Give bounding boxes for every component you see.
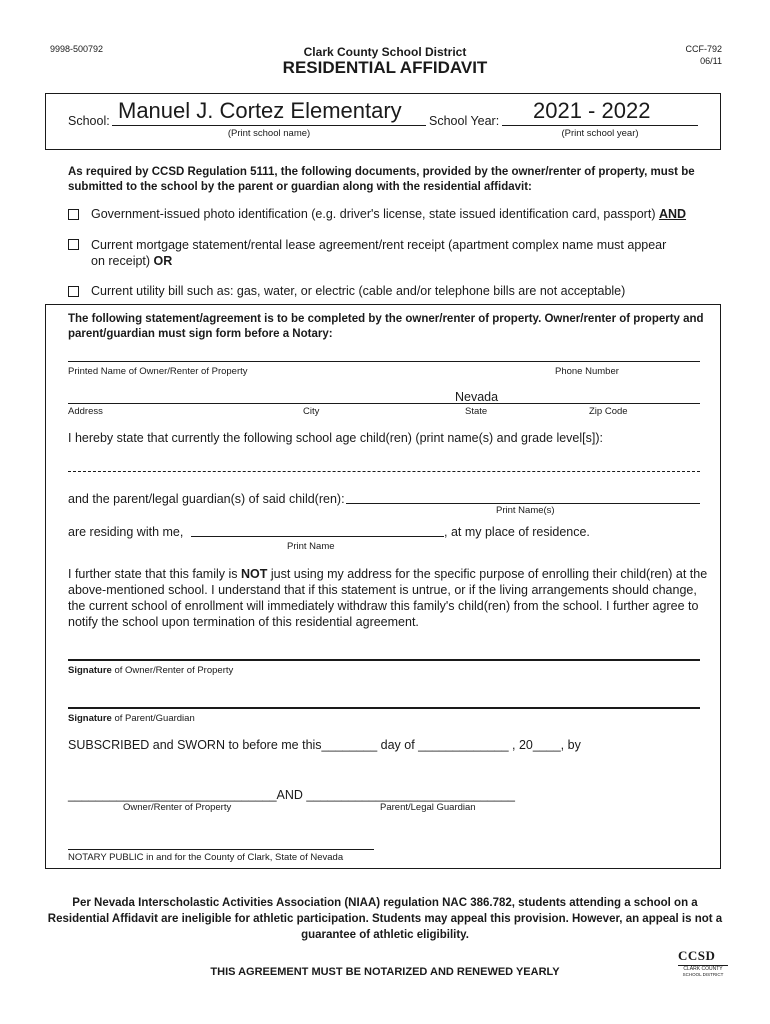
sworn-statement[interactable]: SUBSCRIBED and SWORN to before me this________ day of _____________ , 20____, by (68, 738, 581, 752)
form-code: 9998-500792 (50, 44, 104, 54)
owner-signature-line[interactable] (68, 659, 700, 661)
owner-signature-caption: Signature of Owner/Renter of Property (68, 665, 234, 676)
resident-name-line[interactable] (191, 536, 444, 537)
school-year-line[interactable] (502, 125, 698, 126)
address-line[interactable] (68, 403, 700, 404)
print-name-caption: Print Name (287, 541, 335, 552)
logo-sub-1: CLARK COUNTY (678, 965, 728, 972)
requirement-item-1: Government-issued photo identification (e.g. driver's license, state issued identification card, passport) AND (91, 207, 687, 221)
guardian-statement: and the parent/legal guardian(s) of said child(ren): (68, 492, 345, 506)
logo-text: CCSD (678, 948, 716, 963)
phone-caption: Phone Number (555, 366, 619, 377)
zip-caption: Zip Code (589, 406, 628, 417)
checkbox-mortgage[interactable] (68, 239, 79, 250)
notary-signature-line[interactable] (68, 849, 374, 850)
parent-signature-line[interactable] (68, 707, 700, 709)
state-caption: State (465, 406, 488, 417)
school-year-caption: (Print school year) (561, 128, 639, 139)
school-name-value[interactable]: Manuel J. Cortez Elementary (118, 98, 402, 123)
school-year-label: School Year: (429, 114, 500, 128)
school-name-caption: (Print school name) (227, 128, 311, 139)
city-caption: City (303, 406, 320, 417)
notary-parties-line[interactable]: ______________________________AND ______________________________ (68, 788, 515, 802)
residing-suffix: , at my place of residence. (444, 525, 590, 539)
owner-party-caption: Owner/Renter of Property (123, 802, 232, 813)
parent-signature-caption: Signature of Parent/Guardian (68, 713, 195, 724)
state-value[interactable]: Nevada (455, 390, 499, 404)
niaa-notice: Per Nevada Interscholastic Activities Association (NIAA) regulation NAC 386.782, students attending a school on a Residential Affidavit are ineligible for athletic participation. Students may appeal this provision. However, an appeal is not a guarantee of athletic eligibility. (47, 897, 723, 941)
school-year-value[interactable]: 2021 - 2022 (533, 98, 651, 123)
parent-party-caption: Parent/Legal Guardian (380, 802, 476, 813)
page-title: RESIDENTIAL AFFIDAVIT (282, 58, 488, 77)
printed-name-caption: Printed Name of Owner/Renter of Property (68, 366, 248, 377)
notarized-notice: THIS AGREEMENT MUST BE NOTARIZED AND RENEWED YEARLY (210, 966, 560, 978)
form-id: CCF-792 (685, 44, 722, 54)
further-statement: I further state that this family is NOT just using my address for the specific purpose of enrolling their child(ren) at the above-mentioned school. I understand that if this statement is untrue, or if the living arrangements should change, the current school of enrollment will immediately withdraw this family's child(ren) from the school. I further agree to notify the school upon termination of this residential agreement. (68, 567, 708, 629)
notary-caption: NOTARY PUBLIC in and for the County of Clark, State of Nevada (68, 852, 344, 863)
print-names-caption: Print Name(s) (496, 505, 555, 516)
checkbox-utility[interactable] (68, 286, 79, 297)
ccsd-logo (678, 948, 728, 977)
address-caption: Address (68, 406, 103, 417)
residing-prefix: are residing with me, (68, 525, 184, 539)
children-names-line[interactable] (68, 471, 700, 472)
checkbox-photo-id[interactable] (68, 209, 79, 220)
statement-intro: The following statement/agreement is to be completed by the owner/renter of property. Owner/renter of property and parent/guardian must sign form before a Notary: (68, 313, 704, 340)
requirement-item-2: Current mortgage statement/rental lease agreement/rent receipt (apartment complex name must appear on receipt) OR (91, 238, 667, 268)
school-label: School: (68, 114, 110, 128)
requirements-intro: As required by CCSD Regulation 5111, the following documents, provided by the owner/renter of property, must be submitted to the school by the parent or guardian along with the residential affidavit: (68, 166, 695, 193)
children-statement: I hereby state that currently the following school age child(ren) (print name(s) and grade level[s]): (68, 431, 603, 445)
form-date: 06/11 (700, 56, 722, 66)
logo-sub-2: SCHOOL DISTRICT (682, 972, 724, 977)
owner-name-line[interactable] (68, 361, 700, 362)
guardian-names-line[interactable] (346, 503, 700, 504)
requirement-item-3: Current utility bill such as: gas, water, or electric (cable and/or telephone bills are not acceptable) (91, 284, 626, 298)
school-name-line[interactable] (112, 125, 426, 126)
district-name: Clark County School District (303, 45, 467, 59)
